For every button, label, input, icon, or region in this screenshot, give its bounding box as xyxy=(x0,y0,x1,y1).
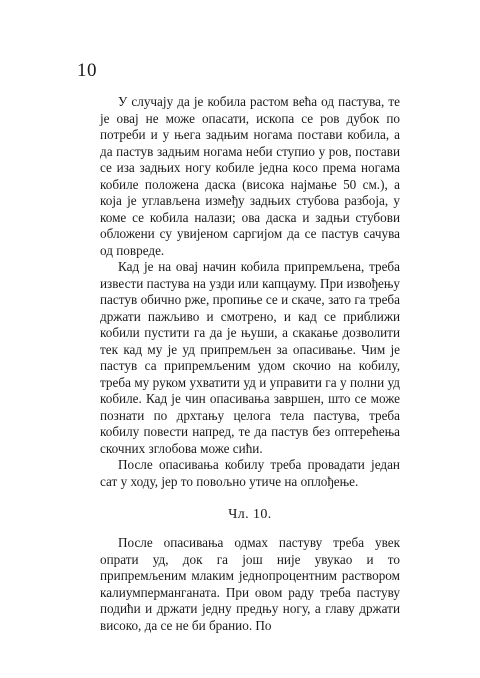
page-number: 10 xyxy=(77,60,97,81)
paragraph-trench-method: У случају да је кобила растом већа од пастува, те је овај не може опасати, ископа се ров дубок по потреби и у њега задњим ногама постави кобила, а да пастув задњим ногама неби ступио у ров, постави се иза задњих ногу кобиле једна косо према ногама кобиле положена даска (висока најмање 50 см.), а која је углављена између задњих стубова разбоја, у коме се кобила налази; ова даска и задњи стубови обложени су увијеном саргијом да се пастув сачува од повреде. xyxy=(100,94,400,258)
body-text xyxy=(100,94,400,634)
section-heading: Чл. 10. xyxy=(228,507,272,522)
paragraph-leading-stallion: Кад је на овај начин кобила припремљена, треба извести пастува на узди или капцауму. При извођењу пастув обично рже, пропиње се и скаче, зато га треба држати пажљиво и смотрено, и кад се приближи кобили пустити га да је њуши, а скакање дозволити тек кад му је уд припремљен за опасивање. Чим је пастув са припремљеним удом скочио на кобилу, треба му руком ухватити уд и управити га у полни уд кобиле. Кад је чин опасивања завршен, што се може познати по дрхтању целога тела пастува, треба кобилу повести напред, те да пастув без оптерећења скочних зглобова може сићи. xyxy=(100,259,400,456)
paragraph-after-mating: После опасивања кобилу треба провадати један сат у ходу, јер то повољно утиче на оплођење. xyxy=(100,457,400,489)
paragraph-washing: После опасивања одмах пастуву треба увек опрати уд, док га још није увукао и то припремљеним млаким једнопроцентним раствором калиумперманганата. При овом раду треба пастуву подићи и држати једну предњу ногу, а главу држати високо, да се не би бранио. По xyxy=(100,535,400,633)
